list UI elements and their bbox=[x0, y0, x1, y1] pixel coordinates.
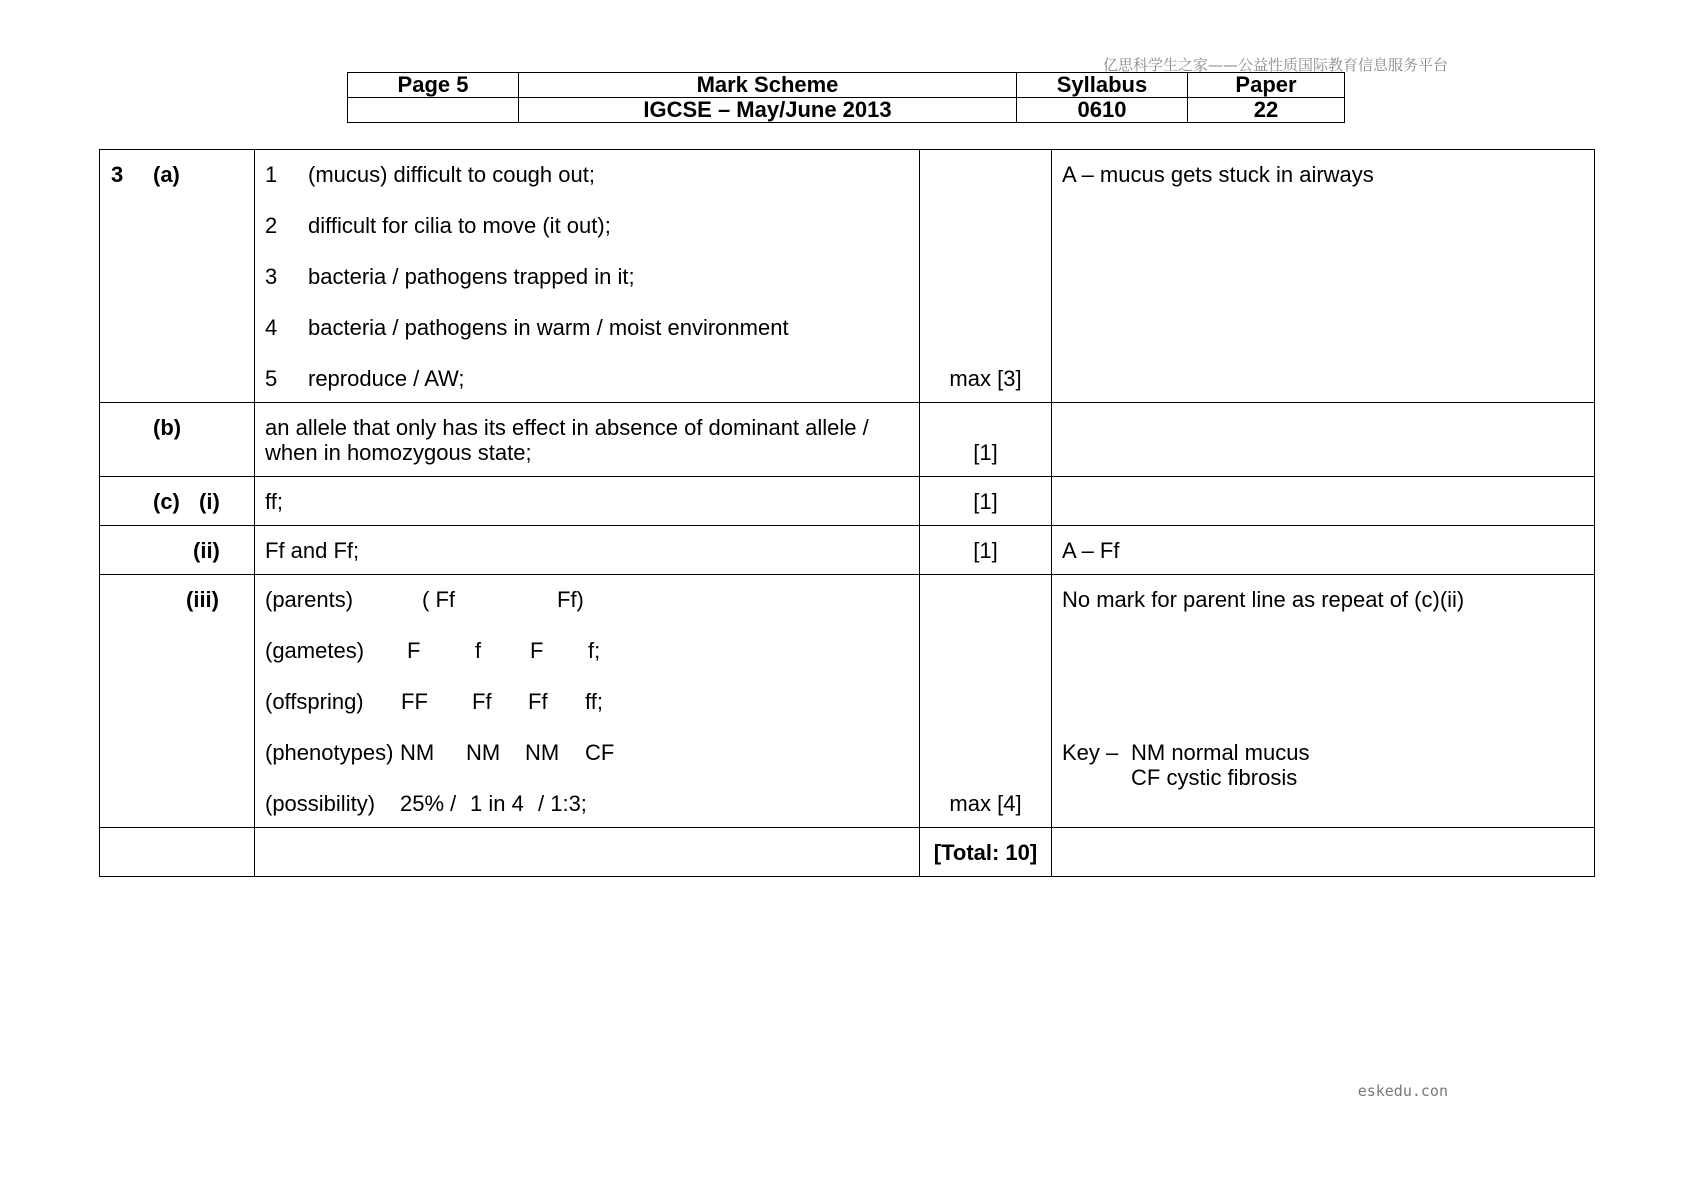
row-3ciii bbox=[100, 575, 1595, 828]
answer-cell bbox=[255, 575, 920, 828]
header-doc-title: Mark Scheme bbox=[519, 73, 1017, 98]
genetics-value: 1 in 4 bbox=[470, 791, 524, 816]
genetics-value: F bbox=[530, 638, 544, 663]
point-number: 5 bbox=[265, 366, 278, 391]
mark-value: [1] bbox=[973, 440, 998, 465]
guidance-cell bbox=[1052, 575, 1595, 828]
question-cell bbox=[100, 526, 255, 575]
guidance-cell bbox=[1052, 828, 1595, 877]
mark-value: [1] bbox=[973, 538, 998, 563]
genetics-value: Ff bbox=[528, 689, 548, 714]
point-text: difficult for cilia to move (it out); bbox=[308, 213, 611, 238]
guidance-text: No mark for parent line as repeat of (c)(ii) bbox=[1062, 587, 1465, 612]
question-cell bbox=[100, 150, 255, 403]
guidance-cell bbox=[1052, 403, 1595, 477]
question-cell bbox=[100, 403, 255, 477]
question-part: (b) bbox=[153, 415, 182, 440]
mark-scheme-table bbox=[99, 149, 1595, 877]
question-subpart: (iii) bbox=[186, 587, 219, 612]
genetics-label: (offspring) bbox=[265, 689, 364, 714]
key-item: NM normal mucus bbox=[1131, 740, 1310, 765]
point-number: 4 bbox=[265, 315, 278, 340]
mark-value: max [3] bbox=[949, 366, 1022, 391]
answer-line: when in homozygous state; bbox=[265, 440, 532, 465]
row-3a bbox=[100, 150, 1595, 403]
answer-cell bbox=[255, 526, 920, 575]
genetics-value: / 1:3; bbox=[538, 791, 587, 816]
genetics-label: (possibility) bbox=[265, 791, 376, 816]
point-text: bacteria / pathogens in warm / moist environment bbox=[308, 315, 789, 340]
header-exam-session: IGCSE – May/June 2013 bbox=[519, 98, 1017, 123]
question-cell bbox=[100, 477, 255, 526]
genetics-value: f bbox=[475, 638, 482, 663]
header-syllabus-label: Syllabus bbox=[1017, 73, 1188, 98]
mark-value: max [4] bbox=[949, 791, 1022, 816]
genetics-value: Ff bbox=[472, 689, 492, 714]
answer-cell bbox=[255, 150, 920, 403]
mark-cell bbox=[920, 150, 1052, 403]
mark-value: [1] bbox=[973, 489, 998, 514]
point-number: 3 bbox=[265, 264, 278, 289]
guidance-cell bbox=[1052, 477, 1595, 526]
answer-cell bbox=[255, 828, 920, 877]
answer-cell bbox=[255, 403, 920, 477]
header-paper-label: Paper bbox=[1188, 73, 1345, 98]
mark-cell bbox=[920, 403, 1052, 477]
key-item: CF cystic fibrosis bbox=[1131, 765, 1298, 790]
key-label: Key – bbox=[1062, 740, 1119, 765]
total-marks: [Total: 10] bbox=[933, 840, 1038, 865]
guidance-cell bbox=[1052, 150, 1595, 403]
genetics-value: NM bbox=[466, 740, 501, 765]
genetics-value: ( Ff bbox=[422, 587, 455, 612]
guidance-text: A – mucus gets stuck in airways bbox=[1062, 162, 1374, 187]
answer-text: Ff and Ff; bbox=[265, 538, 360, 563]
row-3ci bbox=[100, 477, 1595, 526]
genetics-value: NM bbox=[400, 740, 435, 765]
question-part: (a) bbox=[153, 162, 180, 187]
header-page: Page 5 bbox=[348, 73, 519, 98]
footer-site-text: eskedu.con bbox=[1357, 1082, 1448, 1100]
header-empty-cell bbox=[348, 98, 519, 123]
genetics-label: (phenotypes) bbox=[265, 740, 394, 765]
mark-cell bbox=[920, 828, 1052, 877]
question-subpart: (ii) bbox=[193, 538, 220, 563]
watermark-text: 亿思科学生之家——公益性质国际教育信息服务平台 bbox=[1102, 56, 1448, 74]
guidance-text: A – Ff bbox=[1062, 538, 1120, 563]
genetics-value: FF bbox=[401, 689, 428, 714]
genetics-value: CF bbox=[585, 740, 615, 765]
genetics-value: F bbox=[407, 638, 421, 663]
mark-cell bbox=[920, 575, 1052, 828]
answer-text: ff; bbox=[265, 489, 283, 514]
point-text: reproduce / AW; bbox=[308, 366, 465, 391]
answer-cell bbox=[255, 477, 920, 526]
header-syllabus-code: 0610 bbox=[1017, 98, 1188, 123]
genetics-value: f; bbox=[588, 638, 601, 663]
header-table bbox=[347, 72, 1345, 123]
guidance-cell bbox=[1052, 526, 1595, 575]
answer-line: an allele that only has its effect in absence of dominant allele / bbox=[265, 415, 869, 440]
mark-cell bbox=[920, 477, 1052, 526]
genetics-value: NM bbox=[525, 740, 560, 765]
point-text: (mucus) difficult to cough out; bbox=[308, 162, 595, 187]
question-cell bbox=[100, 575, 255, 828]
row-total bbox=[100, 828, 1595, 877]
point-number: 2 bbox=[265, 213, 278, 238]
point-text: bacteria / pathogens trapped in it; bbox=[308, 264, 635, 289]
question-subpart: (i) bbox=[199, 489, 220, 514]
genetics-value: ff; bbox=[585, 689, 603, 714]
row-3cii bbox=[100, 526, 1595, 575]
genetics-label: (parents) bbox=[265, 587, 354, 612]
question-part: (c) bbox=[153, 489, 180, 514]
question-cell bbox=[100, 828, 255, 877]
header-paper-number: 22 bbox=[1188, 98, 1345, 123]
question-number: 3 bbox=[111, 162, 124, 187]
row-3b bbox=[100, 403, 1595, 477]
genetics-label: (gametes) bbox=[265, 638, 365, 663]
genetics-value: 25% / bbox=[400, 791, 457, 816]
genetics-value: Ff) bbox=[557, 587, 584, 612]
point-number: 1 bbox=[265, 162, 278, 187]
mark-cell bbox=[920, 526, 1052, 575]
